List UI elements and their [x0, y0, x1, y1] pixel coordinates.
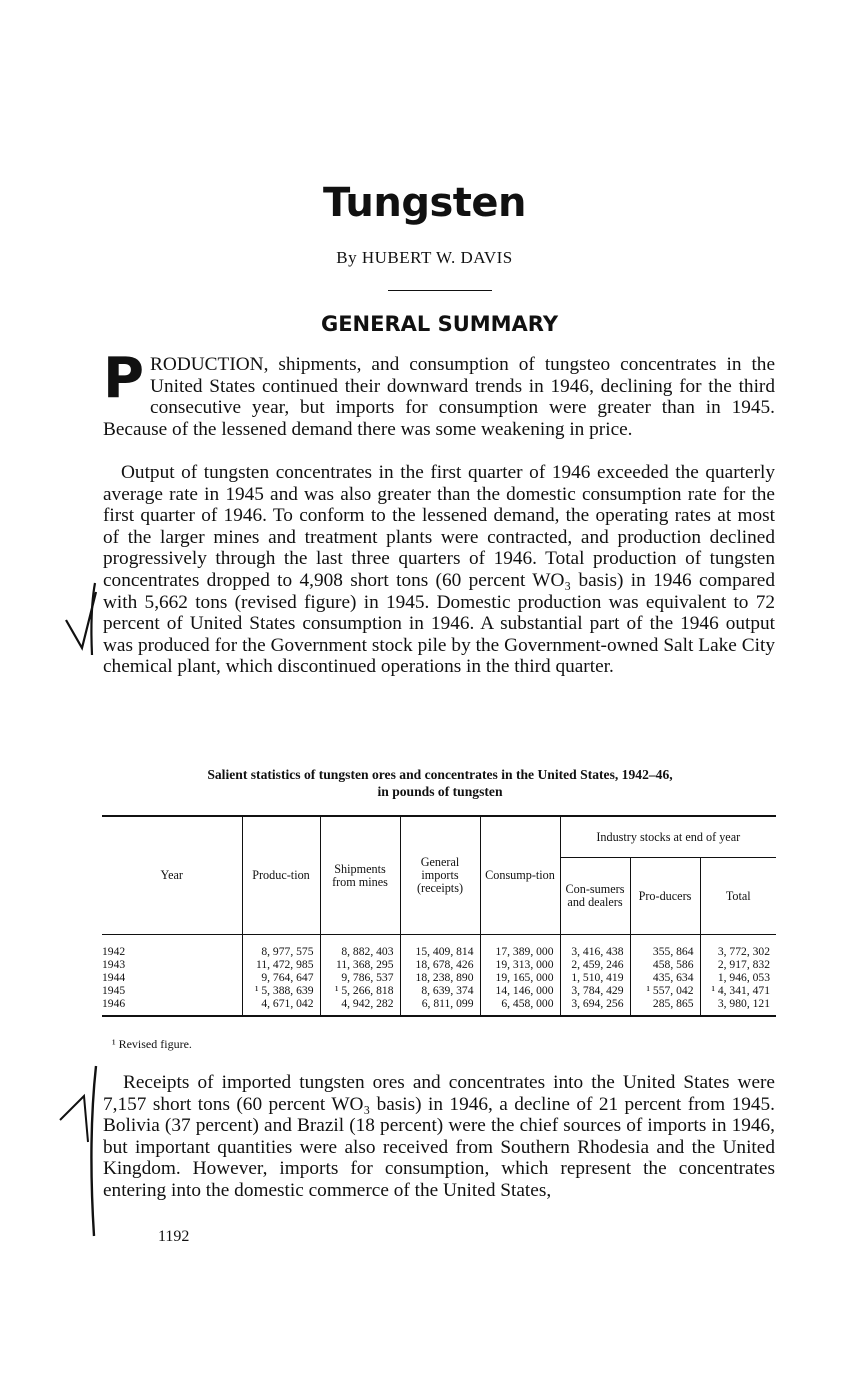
page-number: 1192 — [158, 1228, 190, 1245]
cell-shipments: 9, 786, 537 — [320, 971, 400, 984]
cell-consumption: 14, 146, 000 — [480, 984, 560, 997]
cell-imports: 15, 409, 814 — [400, 935, 480, 959]
cell-production: 11, 472, 985 — [242, 958, 320, 971]
cell-producers: 285, 865 — [630, 997, 700, 1016]
cell-imports: 6, 811, 099 — [400, 997, 480, 1016]
table-caption-line-1: Salient statistics of tungsten ores and concentrates in the United States, 1942–46, — [207, 767, 673, 782]
cell-consumption: 6, 458, 000 — [480, 997, 560, 1016]
cell-consumers: 3, 694, 256 — [560, 997, 630, 1016]
cell-consumption: 17, 389, 000 — [480, 935, 560, 959]
header-year: Year — [102, 816, 242, 935]
header-producers: Pro-ducers — [630, 858, 700, 935]
header-total: Total — [700, 858, 776, 935]
cell-production: 9, 764, 647 — [242, 971, 320, 984]
cell-shipments: 8, 882, 403 — [320, 935, 400, 959]
header-consumers: Con-sumers and dealers — [560, 858, 630, 935]
page-title: Tungsten — [322, 180, 526, 226]
cell-total: ¹ 4, 341, 471 — [700, 984, 776, 997]
cell-imports: 18, 238, 890 — [400, 971, 480, 984]
cell-consumption: 19, 165, 000 — [480, 971, 560, 984]
cell-consumers: 1, 510, 419 — [560, 971, 630, 984]
drop-cap: P — [103, 346, 145, 411]
cell-producers: 435, 634 — [630, 971, 700, 984]
paragraph-1-text: RODUCTION, shipments, and consumption of tungsteo concentrates in the United States continued their downward trends in 1946, declining for the third consecutive year, but imports for consumption were greater than in 1945. Because of the lessened demand there was some weakening in price. — [103, 354, 775, 440]
cell-consumption: 19, 313, 000 — [480, 958, 560, 971]
table-footnote: ¹ Revised figure. — [112, 1037, 192, 1051]
cell-production: ¹ 5, 388, 639 — [242, 984, 320, 997]
cell-year: 1946 — [102, 997, 242, 1016]
cell-consumers: 2, 459, 246 — [560, 958, 630, 971]
cell-shipments: ¹ 5, 266, 818 — [320, 984, 400, 997]
margin-bracket-mark-lower — [91, 1066, 96, 1236]
paragraph-3: Receipts of imported tungsten ores and concentrates into the United States were 7,157 short tons (60 percent WO₃ basis) in 1946, a decline of 21 percent from 1945. Bolivia (37 percent) and Brazil (18 percent) were the chief sources of imports in 1946, but important quantities were also received from Southern Rhodesia and the United Kingdom. However, imports for consumption, which represent the concentrates entering into the domestic commerce of the United States, — [103, 1072, 775, 1201]
cell-consumers: 3, 784, 429 — [560, 984, 630, 997]
cell-total: 3, 980, 121 — [700, 997, 776, 1016]
header-imports: General imports (receipts) — [400, 816, 480, 935]
cell-total: 2, 917, 832 — [700, 958, 776, 971]
header-production: Produc-tion — [242, 816, 320, 935]
cell-year: 1943 — [102, 958, 126, 971]
cell-imports: 18, 678, 426 — [400, 958, 480, 971]
paragraph-2: Output of tungsten concentrates in the first quarter of 1946 exceeded the quarterly average rate in 1945 and was also greater than the domestic consumption rate for the first quarter of 1946. To conform to the lessened demand, the operating rates at most of the larger mines and treatment plants were contracted, and production declined progressively through the last three quarters of 1946. Total production of tungsten concentrates dropped to 4,908 short tons (60 percent WO₃ basis) in 1946 compared with 5,662 tons (revised figure) in 1945. Domestic production was equivalent to 72 percent of United States consumption in 1946. A substantial part of the 1946 output was produced for the Government stock pile by the Government-owned Salt Lake City chemical plant, which discontinued operations in the third quarter. — [103, 462, 775, 678]
cell-shipments: 11, 368, 295 — [320, 958, 400, 971]
header-shipments: Shipments from mines — [320, 816, 400, 935]
author-byline: By HUBERT W. DAVIS — [336, 248, 513, 267]
cell-producers: ¹ 557, 042 — [630, 984, 700, 997]
section-heading: GENERAL SUMMARY — [320, 312, 559, 336]
cell-consumers: 3, 416, 438 — [560, 935, 630, 959]
cell-year: 1945 — [102, 984, 126, 997]
margin-check-mark-lower — [60, 1096, 88, 1142]
cell-imports: 8, 639, 374 — [400, 984, 480, 997]
cell-producers: 458, 586 — [630, 958, 700, 971]
cell-year: 1942 — [102, 935, 242, 959]
header-stocks-group: Industry stocks at end of year — [560, 816, 776, 858]
cell-total: 3, 772, 302 — [700, 935, 776, 959]
cell-production: 4, 671, 042 — [242, 997, 320, 1016]
header-consumption: Consump-tion — [480, 816, 560, 935]
cell-production: 8, 977, 575 — [242, 935, 320, 959]
cell-shipments: 4, 942, 282 — [320, 997, 400, 1016]
cell-total: 1, 946, 053 — [700, 971, 776, 984]
cell-producers: 355, 864 — [630, 935, 700, 959]
table-caption-line-2: in pounds of tungsten — [377, 784, 503, 799]
cell-year: 1944 — [102, 971, 126, 984]
